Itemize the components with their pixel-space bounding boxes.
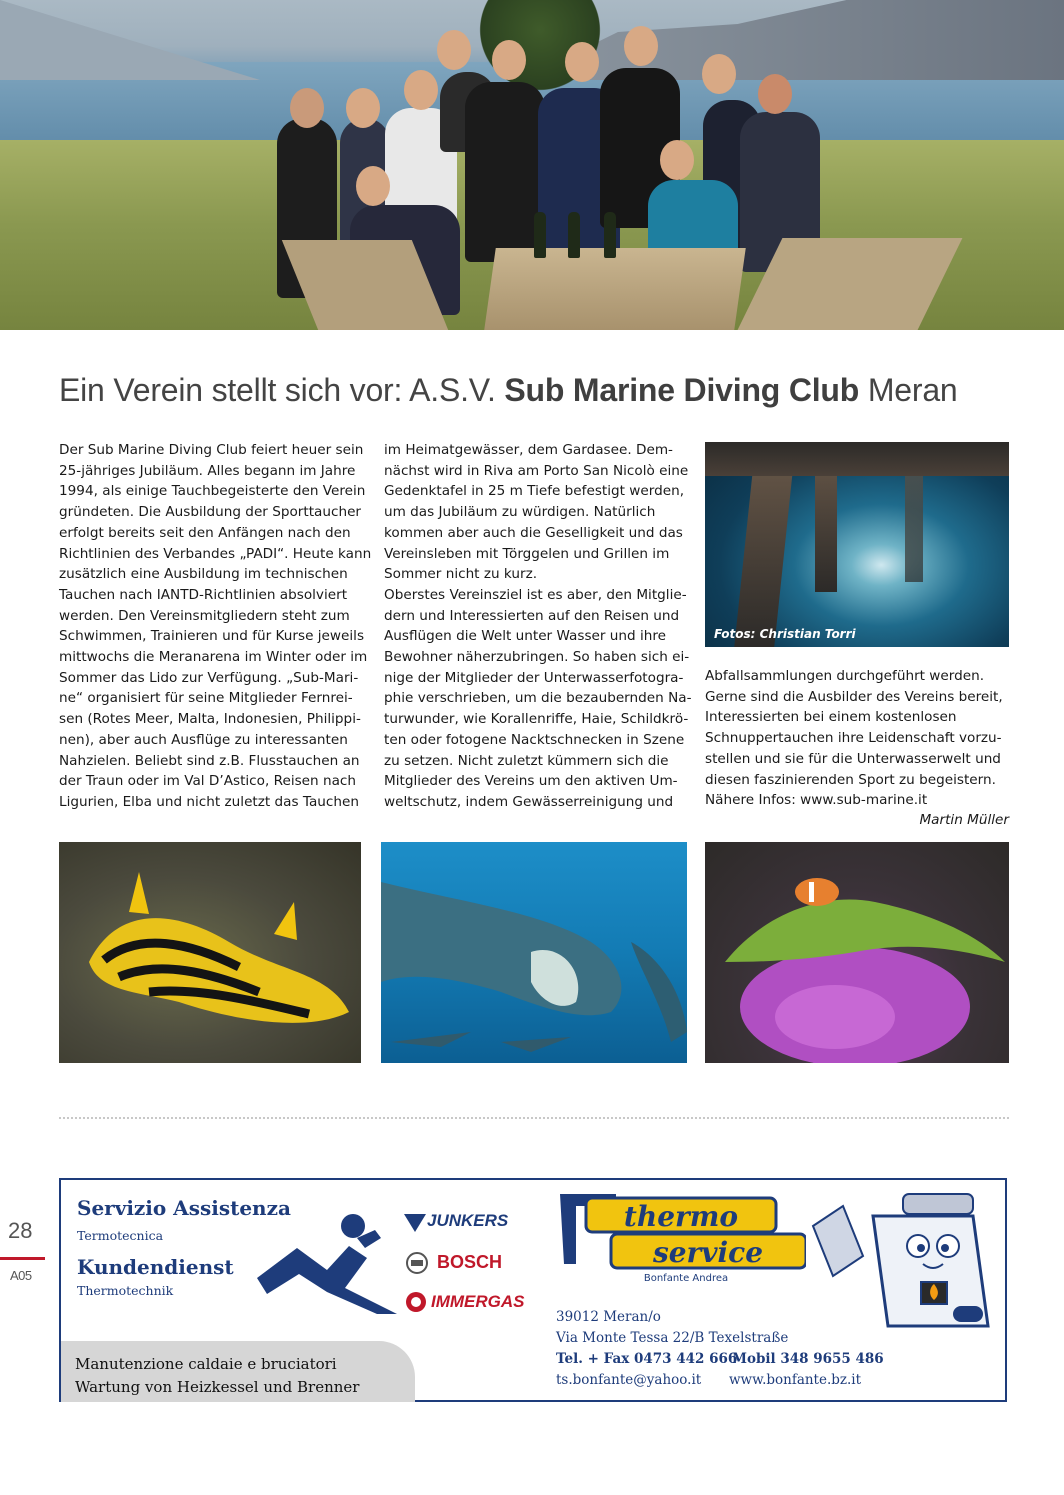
person-head — [660, 140, 694, 180]
article-line: diesen faszinierenden Sport zu begeistern. — [705, 771, 996, 788]
article-line: Nahzielen. Beliebt sind z.B. Flusstauchen an — [59, 752, 360, 769]
person-head — [492, 40, 526, 80]
issue-code: A05 — [10, 1268, 32, 1283]
article-line: Oberstes Vereinsziel ist es aber, den Mitglie- — [384, 586, 687, 603]
person-head — [290, 88, 324, 128]
article-line: kommen aber auch die Geselligkeit und das — [384, 524, 683, 541]
brand-junkers: JUNKERS — [427, 1211, 509, 1230]
article-column-3 — [705, 666, 1011, 811]
logo-owner: Bonfante Andrea — [643, 1273, 729, 1284]
article-line: stellen und sie für die Unterwasserwelt und — [705, 750, 1001, 767]
article-line: Schwimmen, Trainieren und für Kurse jeweils — [59, 628, 365, 645]
article-line: Sommer das Lido zur Verfügung. „Sub-Mari- — [59, 669, 359, 686]
article-line: zu setzen. Nicht zuletzt kümmern sich die — [384, 752, 669, 769]
article-line: Interessierten bei einem kostenlosen — [705, 709, 957, 726]
article-line: Der Sub Marine Diving Club feiert heuer sein — [59, 442, 364, 458]
person-head — [346, 88, 380, 128]
article-line: nächst wird in Riva am Porto San Nicolò eine — [384, 462, 689, 479]
article-line: weltschutz, indem Gewässerreinigung und — [384, 793, 674, 810]
hero-group-photo — [0, 0, 1064, 330]
headline-suffix: Meran — [859, 372, 958, 408]
article-line: 25-jähriges Jubiläum. Alles begann im Jahre — [59, 462, 356, 479]
article-line: Ligurien, Elba und nicht zuletzt das Tauchen — [59, 793, 359, 810]
junkers-logo-icon — [404, 1214, 426, 1232]
bottle — [604, 212, 616, 258]
manta-shape — [381, 842, 687, 1063]
article-line: Mitglieder des Vereins um den aktiven Um- — [384, 773, 678, 790]
immergas-logo-icon — [405, 1291, 427, 1313]
section-divider — [59, 1117, 1009, 1119]
logo-text-service: service — [652, 1236, 764, 1269]
bottle — [534, 212, 546, 258]
article-line: Gerne sind die Ausbilder des Vereins bereit, — [705, 688, 1003, 705]
article-column-1 — [59, 440, 372, 813]
ad-email[interactable]: ts.bonfante@yahoo.it — [556, 1372, 702, 1388]
thermo-service-logo — [556, 1184, 806, 1284]
person-head — [624, 26, 658, 66]
nudibranch-photo — [59, 842, 361, 1063]
article-author: Martin Müller — [919, 812, 1009, 828]
page-number-bar — [0, 1257, 45, 1260]
article-line: Bewohner näherzubringen. So haben sich ei- — [384, 649, 690, 666]
manta-ray-photo — [381, 842, 687, 1063]
article-line: Abfallsammlungen durchgeführt werden. — [705, 668, 985, 684]
article-line: Vereinsleben mit Törggelen und Grillen im — [384, 545, 670, 562]
article-line: phie verschrieben, um die bezaubernden Na- — [384, 690, 692, 707]
logo-text-thermo: thermo — [623, 1200, 739, 1233]
ad-address-city: 39012 Meran/o — [556, 1309, 661, 1325]
article-line: Sommer nicht zu kurz. — [384, 566, 538, 583]
person-head — [702, 54, 736, 94]
ad-service-german: Wartung von Heizkessel und Brenner — [75, 1378, 360, 1396]
article-line: gründeten. Die Ausbildung der Sporttaucher — [59, 504, 362, 521]
ad-service-box — [61, 1341, 415, 1402]
brand-immergas: IMMERGAS — [431, 1292, 525, 1311]
photo-credit: Fotos: Christian Torri — [714, 627, 856, 641]
mechanic-figure-icon — [257, 1208, 407, 1318]
bottle — [568, 212, 580, 258]
article-line: Richtlinien des Verbandes „PADI“. Heute kann — [59, 545, 372, 562]
person-head — [758, 74, 792, 114]
ad-subtitle-german: Thermotechnik — [77, 1283, 174, 1298]
article-line: Tauchen nach IANTD-Richtlinien absolviert — [59, 586, 348, 603]
page-number: 28 — [8, 1218, 33, 1243]
ad-phone — [556, 1351, 737, 1367]
person — [465, 82, 545, 262]
article-line: ne“ organisiert für seine Mitglieder Fernrei- — [59, 690, 353, 707]
headline-club-name: Sub Marine Diving Club — [504, 372, 860, 408]
nudibranch-shape — [59, 842, 361, 1063]
article-line: nige der Mitglieder der Unterwasserfotogra- — [384, 669, 684, 686]
article-line: 1994, als einige Tauchbegeisterte den Verein — [59, 483, 366, 500]
article-line: Schnuppertauchen ihre Leidenschaft vorzu- — [705, 730, 1002, 747]
person-head — [404, 70, 438, 110]
ad-title-german: Kundendienst — [77, 1255, 234, 1279]
article-column-2 — [384, 440, 692, 813]
anemone-clownfish-photo — [705, 842, 1009, 1063]
article-line: zusätzlich eine Ausbildung im technischen — [59, 566, 348, 583]
wreck-dive-photo — [705, 442, 1009, 647]
thermo-service-advertisement — [59, 1178, 1007, 1402]
article-line: erfolgt bereits seit den Anfängen nach den — [59, 524, 351, 541]
article-line: ten oder fotogene Nacktschnecken in Szene — [384, 731, 685, 748]
article-line: mittwochs die Meranarena im Winter oder im — [59, 649, 368, 666]
article-line: sen (Rotes Meer, Malta, Indonesien, Philippi- — [59, 711, 361, 728]
article-line: Ausflügen die Welt unter Wasser und ihre — [384, 628, 667, 645]
ad-phone-number: Tel. + Fax 0473 442 666 — [556, 1351, 738, 1367]
article-headline — [59, 372, 1009, 409]
article-line: im Heimatgewässer, dem Gardasee. Dem- — [384, 442, 673, 458]
article-line: der Traun oder im Val D’Astico, Reisen nach — [59, 773, 357, 790]
ad-title-italian: Servizio Assistenza — [77, 1196, 291, 1220]
brand-bosch: BOSCH — [437, 1252, 503, 1272]
article-line: nen), aber auch Ausflüge zu interessanten — [59, 731, 348, 748]
article-line: Gedenktafel in 25 m Tiefe befestigt werden, — [384, 483, 685, 500]
ad-service-italian: Manutenzione caldaie e bruciatori — [75, 1355, 337, 1373]
boiler-mascot-icon — [803, 1186, 1003, 1346]
article-line: Nähere Infos: www.sub-marine.it — [705, 792, 928, 809]
article-line: um das Jubiläum zu würdigen. Natürlich — [384, 504, 656, 521]
picnic-table — [484, 248, 746, 330]
ad-address-street: Via Monte Tessa 22/B Texelstraße — [556, 1330, 789, 1346]
headline-prefix: Ein Verein stellt sich vor: A.S.V. — [59, 372, 505, 408]
ad-mobile-number: Mobil 348 9655 486 — [732, 1351, 884, 1367]
person-head — [356, 166, 390, 206]
article-line: turwunder, wie Korallenriffe, Haie, Schildkrö- — [384, 711, 689, 728]
wreck-ceiling — [705, 442, 1009, 476]
person-head — [565, 42, 599, 82]
anemone-shape — [705, 842, 1009, 1063]
person-head — [437, 30, 471, 70]
article-line: dern und Interessierten auf den Reisen und — [384, 607, 680, 624]
ad-subtitle-italian: Termotecnica — [77, 1228, 164, 1243]
mountain-left — [0, 0, 260, 80]
bosch-logo-icon — [405, 1251, 429, 1275]
article-line: werden. Den Vereinsmitgliedern steht zum — [59, 607, 350, 624]
ad-mobile — [732, 1351, 884, 1367]
ad-website[interactable]: www.bonfante.bz.it — [729, 1372, 862, 1388]
